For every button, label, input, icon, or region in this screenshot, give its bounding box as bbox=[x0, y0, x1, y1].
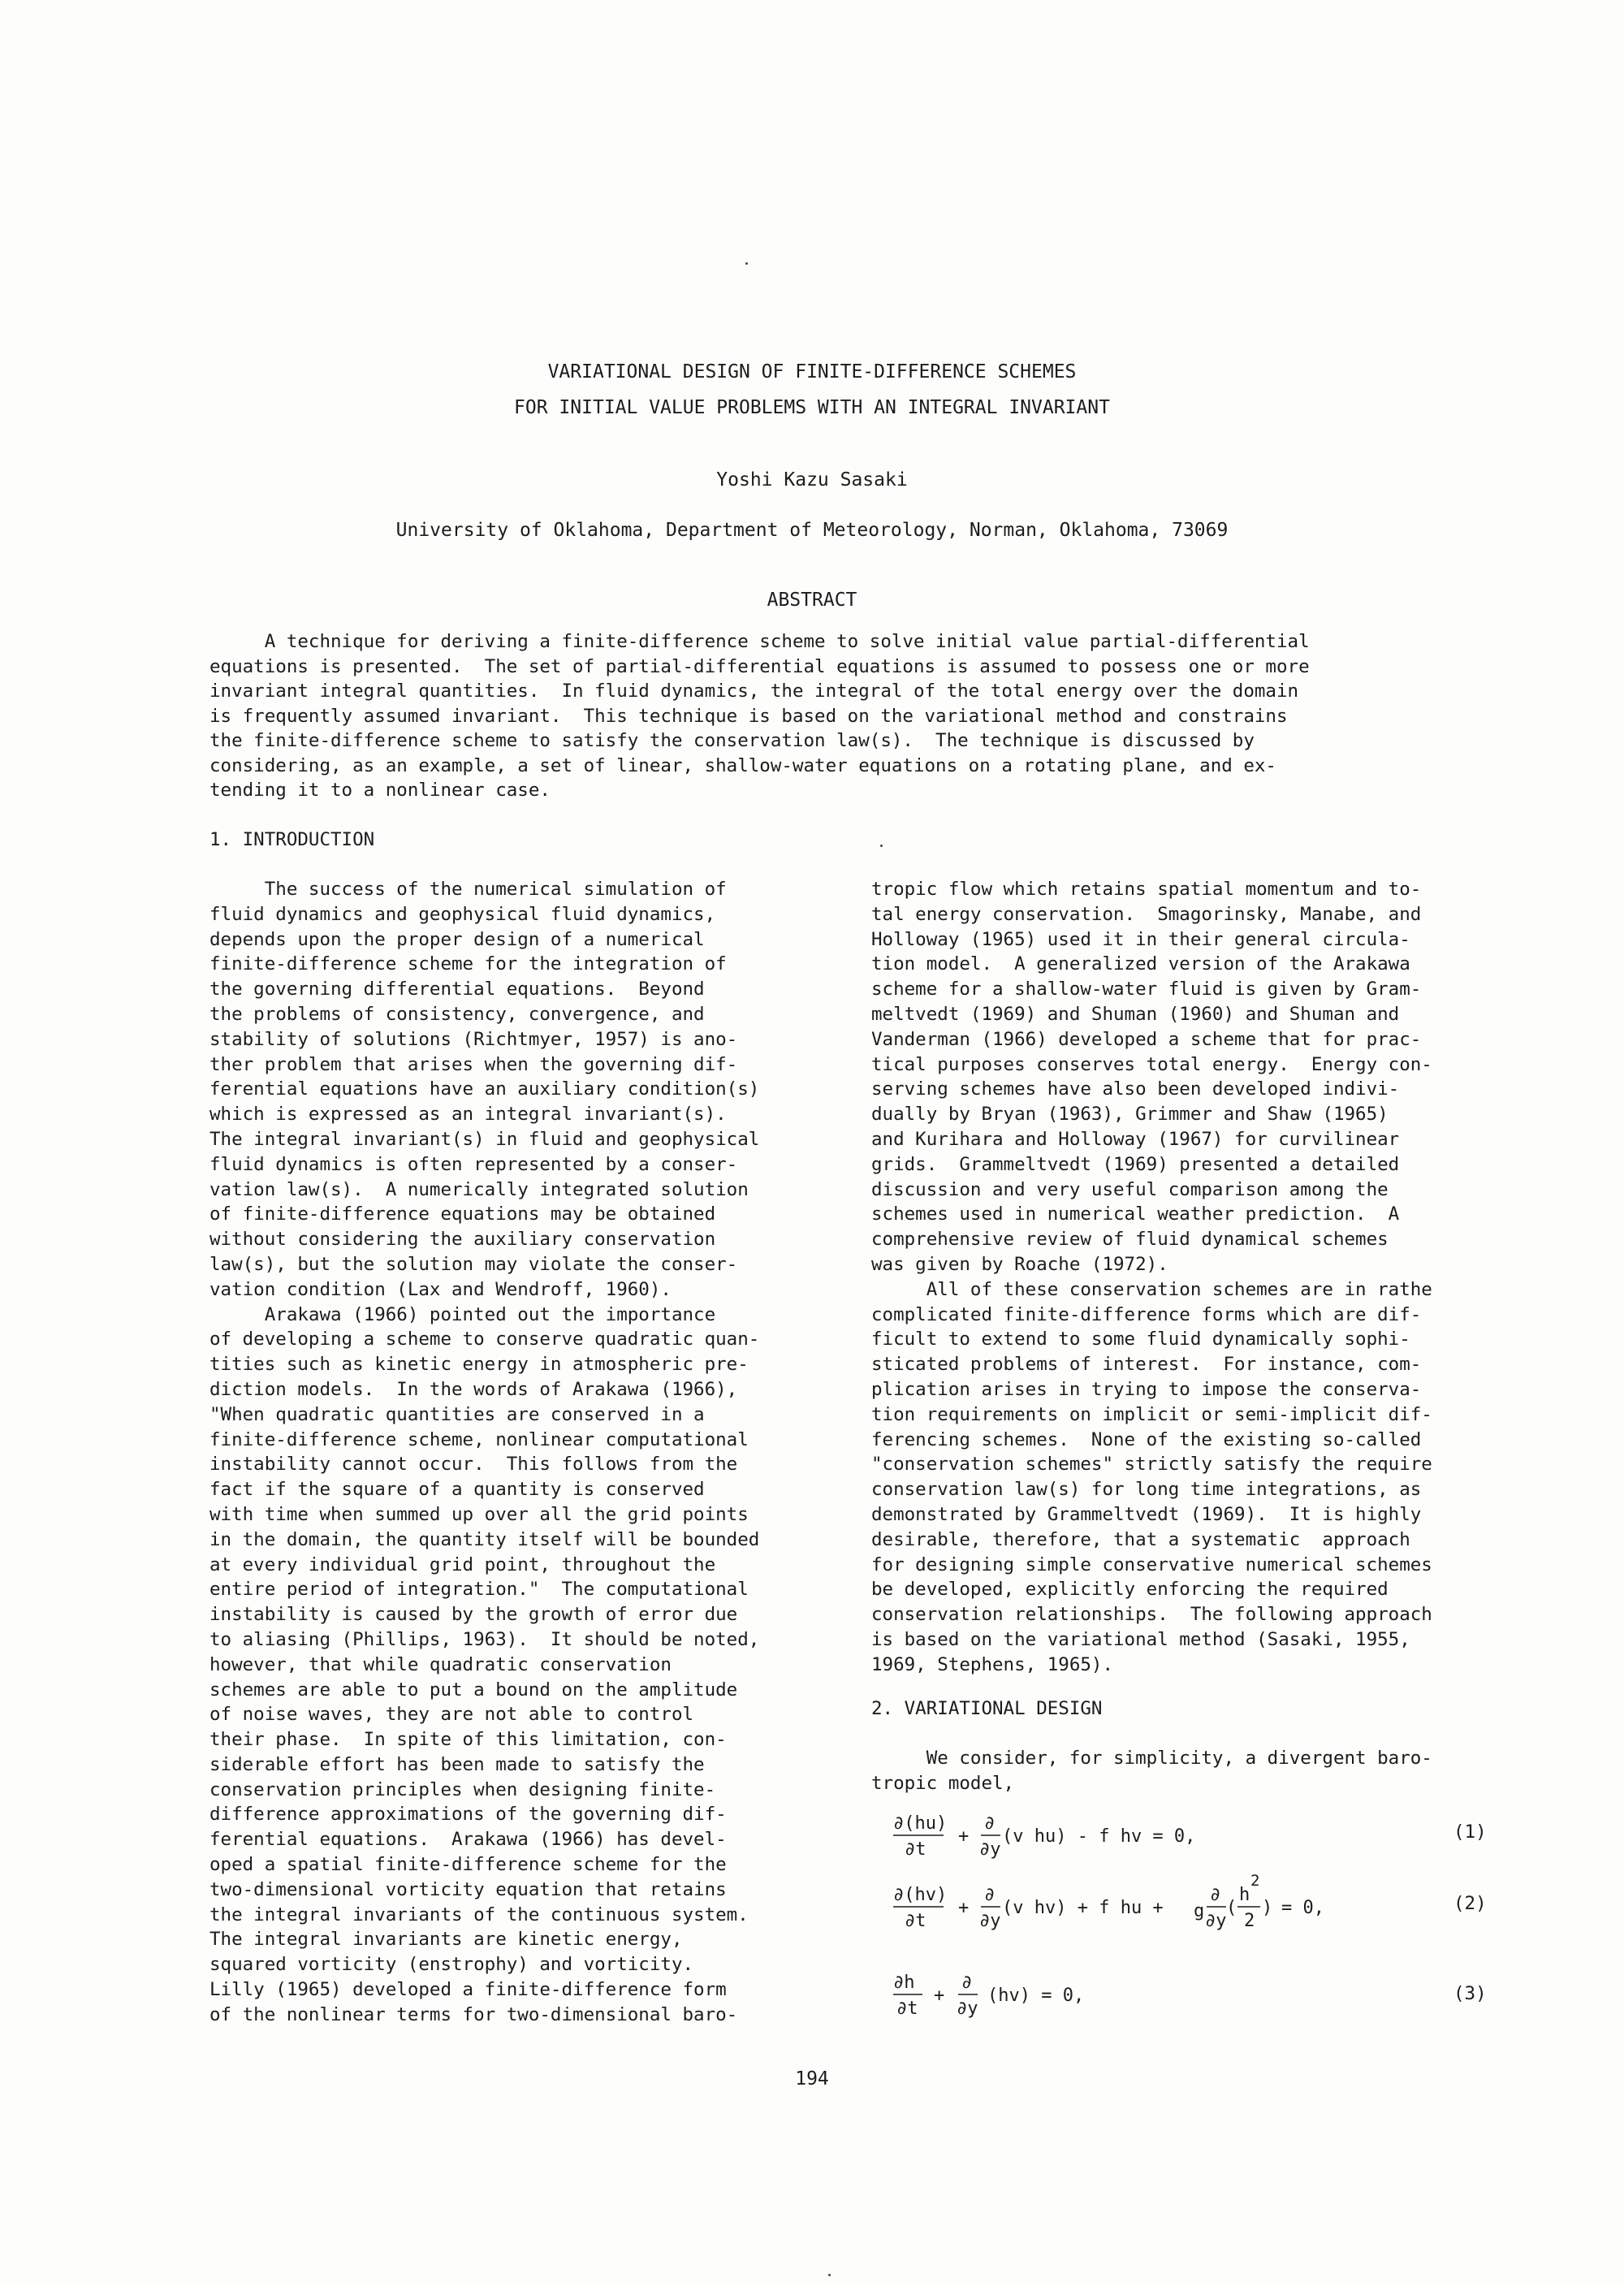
equation-1-number: (1) bbox=[1453, 1821, 1487, 1843]
eq2-den2: ∂y bbox=[979, 1911, 1001, 1931]
eq3-num1: ∂h bbox=[893, 1973, 915, 1993]
scan-speck bbox=[828, 2274, 831, 2276]
eq2-paren-den: 2 bbox=[1244, 1911, 1255, 1931]
eq2-den1: ∂t bbox=[905, 1911, 926, 1931]
intro-left-column: The success of the numerical simulation of fluid dynamics and geophysical fluid dynamics, depends upon the proper design of a numerical finite-difference scheme for the integration of the governing differential equations. Beyond the problems of consistency, convergence, and stability of solutions (Richtmyer, 1957) is ano- ther problem that arises when the governing dif- ferential equations have an auxiliary condition(s) which is expressed as an integral invariant(s). The integral invariant(s) in fluid and geophysical fluid dynamics is often represented by a conser- vation law(s). A numerically integrated solution of finite-difference equations may be obtained without considering the auxiliary conservation law(s), but the solution may violate the conser- vation condition (Lax and Wendroff, 1960). Arakawa (1966) pointed out the importance of developing a scheme to conserve quadratic quan- tities such as kinetic energy in atmospheric pre- diction models. In the words of Arakawa (1966), "When quadratic quantities are conserved in a finite-difference scheme, nonlinear computational instability cannot occur. This follows from the fact if the square of a quantity is conserved with time when summed up over all the grid points in the domain, the quantity itself will be bounded at every individual grid point, throughout the entire period of integration." The computational instability is caused by the growth of error due to aliasing (Phillips, 1963). It should be noted, however, that while quadratic conservation schemes are able to put a bound on the amplitude of noise waves, they are not able to control their phase. In spite of this limitation, con- siderable effort has been made to satisfy the conservation principles when designing finite- difference approximations of the governing dif- ferential equations. Arakawa (1966) has devel- oped a spatial finite-difference scheme for the two-dimensional vorticity equation that retains the integral invariants of the continuous system. The integral invariants are kinetic energy, squared vorticity (enstrophy) and vorticity. Lilly (1965) developed a finite-difference form of the nonlinear terms for two-dimensional baro- bbox=[209, 879, 760, 2025]
eq2-rest: (v hv) + f hu + bbox=[1002, 1898, 1164, 1918]
page-number: 194 bbox=[795, 2068, 829, 2089]
eq2-close-paren: ) bbox=[1262, 1898, 1273, 1918]
paper-title-line-1: VARIATIONAL DESIGN OF FINITE-DIFFERENCE SCHEMES bbox=[547, 361, 1077, 382]
eq2-num3: ∂ bbox=[1210, 1885, 1221, 1905]
eq2-tail: = 0, bbox=[1281, 1898, 1324, 1918]
eq3-den1: ∂t bbox=[896, 1999, 918, 2019]
eq2-den3: ∂y bbox=[1205, 1911, 1227, 1931]
equation-2 bbox=[893, 1871, 1397, 1936]
equation-3-number: (3) bbox=[1453, 1983, 1487, 2004]
eq1-rest: (v hu) - f hv = 0, bbox=[1002, 1826, 1196, 1847]
eq3-num2: ∂ bbox=[961, 1973, 973, 1993]
eq1-den2: ∂y bbox=[979, 1839, 1001, 1860]
eq2-num2: ∂ bbox=[984, 1885, 996, 1905]
eq2-exponent: 2 bbox=[1250, 1872, 1260, 1890]
section-1-heading: 1. INTRODUCTION bbox=[209, 829, 375, 850]
equation-2-number: (2) bbox=[1453, 1893, 1487, 1914]
eq3-den2: ∂y bbox=[957, 1999, 978, 2019]
paper-title-line-2: FOR INITIAL VALUE PROBLEMS WITH AN INTEGRAL INVARIANT bbox=[514, 397, 1110, 418]
eq1-num2: ∂ bbox=[984, 1813, 996, 1834]
eq1-den1: ∂t bbox=[905, 1839, 926, 1860]
section-2-heading: 2. VARIATIONAL DESIGN bbox=[871, 1698, 1103, 1719]
author-name: Yoshi Kazu Sasaki bbox=[716, 469, 908, 490]
eq2-g: g bbox=[1194, 1901, 1205, 1921]
abstract-heading: ABSTRACT bbox=[767, 590, 857, 611]
scan-speck bbox=[880, 845, 883, 847]
eq1-num1: ∂(hu) bbox=[893, 1813, 948, 1834]
eq3-rest: (hv) = 0, bbox=[987, 1986, 1085, 2006]
eq2-open-paren: ( bbox=[1226, 1898, 1237, 1918]
intro-right-column: tropic flow which retains spatial momentum and to- tal energy conservation. Smagorinsky, Manabe, and Holloway (1965) used it in their general circula- tion model. A generalized version of the Arakawa scheme for a shallow-water fluid is given by Gram- meltvedt (1969) and Shuman (1960) and Shuman and Vanderman (1966) developed a scheme that for prac- tical purposes conserves total energy. Energy con- serving schemes have also been developed indivi- dually by Bryan (1963), Grimmer and Shaw (1965) and Kurihara and Holloway (1967) for curvilinear grids. Grammeltvedt (1969) presented a detailed discussion and very useful comparison among the schemes used in numerical weather prediction. A comprehensive review of fluid dynamical schemes was given by Roache (1972). All of these conservation schemes are in rathe complicated finite-difference forms which are dif- ficult to extend to some fluid dynamically sophi- sticated problems of interest. For instance, com- plication arises in trying to impose the conserva- tion requirements on implicit or semi-implicit dif- ferencing schemes. None of the existing so-called "conservation schemes" strictly satisfy the require conservation law(s) for long time integrations, as demonstrated by Grammeltvedt (1969). It is highly desirable, therefore, that a systematic approach for designing simple conservative numerical schemes be developed, explicitly enforcing the required conservation relationships. The following approach is based on the variational method (Sasaki, 1955, 1969, Stephens, 1965). bbox=[871, 879, 1432, 1675]
eq2-paren-num: h bbox=[1239, 1885, 1250, 1905]
eq2-num1: ∂(hv) bbox=[893, 1885, 948, 1905]
eq2-plus: + bbox=[958, 1898, 970, 1918]
eq1-plus: + bbox=[958, 1826, 970, 1847]
eq3-plus: + bbox=[934, 1986, 945, 2006]
abstract-body: A technique for deriving a finite-difference scheme to solve initial value partial-differential equations is presented. The set of partial-differential equations is assumed to possess one or more invariant integral quantities. In fluid dynamics, the integral of the total energy over the domain is frequently assumed invariant. This technique is based on the variational method and constrains the finite-difference scheme to satisfy the conservation law(s). The technique is discussed by considering, as an example, a set of linear, shallow-water equations on a rotating plane, and ex- tending it to a nonlinear case. bbox=[209, 631, 1310, 801]
scan-speck bbox=[745, 262, 748, 265]
author-affiliation: University of Oklahoma, Department of Meteorology, Norman, Oklahoma, 73069 bbox=[395, 520, 1229, 541]
equation-3 bbox=[893, 1968, 1299, 2025]
section-2-intro-text: We consider, for simplicity, a divergent baro- tropic model, bbox=[871, 1748, 1432, 1794]
equation-1 bbox=[893, 1809, 1380, 1866]
